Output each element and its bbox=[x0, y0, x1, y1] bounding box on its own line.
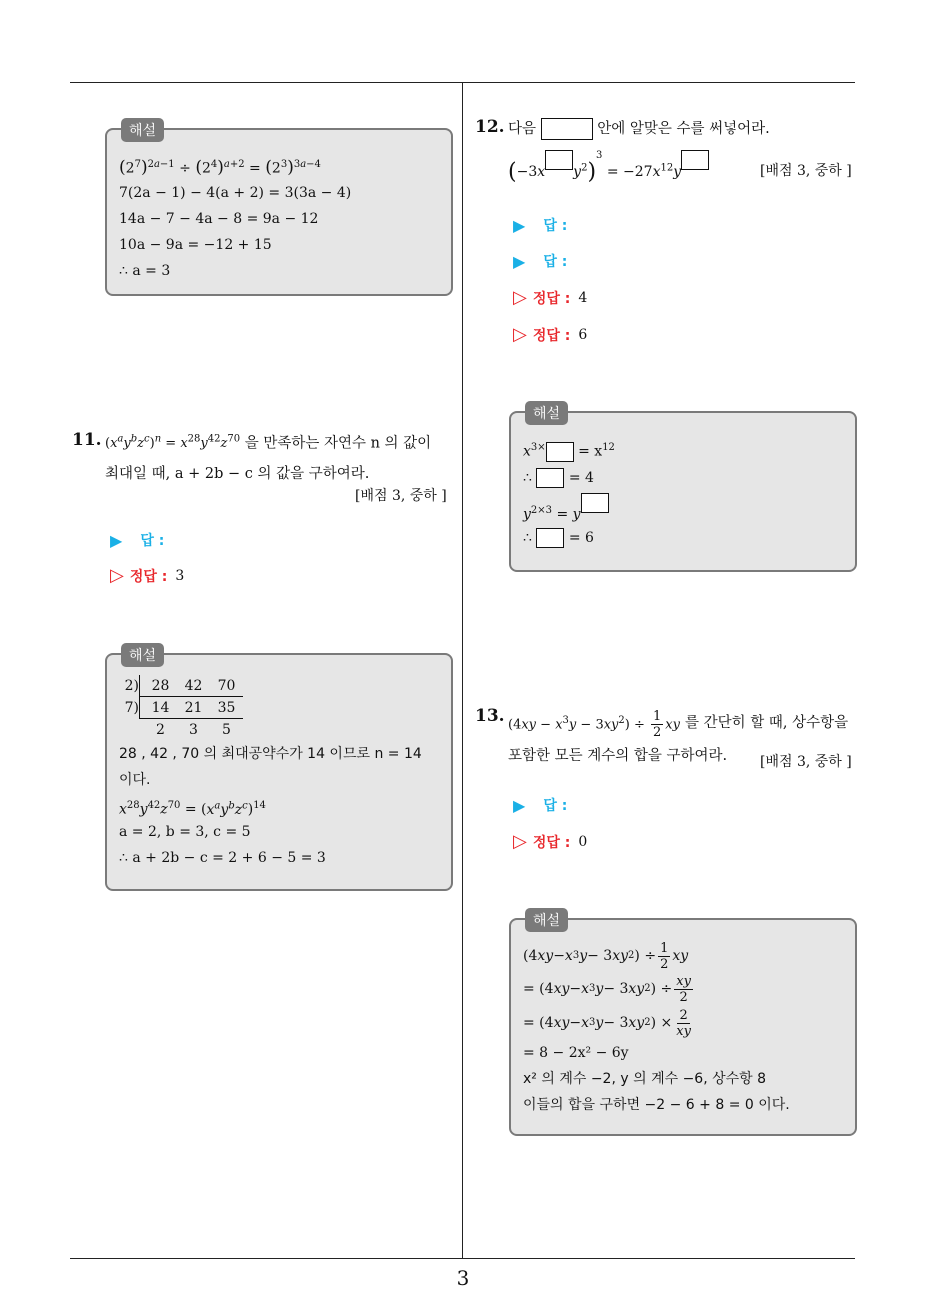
answer-row bbox=[513, 795, 567, 815]
correct-label: 정답 : bbox=[532, 327, 571, 344]
solution-tag: 해설 bbox=[121, 118, 164, 142]
division-divisor: 7) bbox=[124, 700, 139, 716]
problem-text-before: 다음 bbox=[508, 121, 537, 137]
problem-meta: [배점 3, 중하 ] bbox=[760, 754, 852, 770]
play-arrow-icon: ▶ bbox=[513, 215, 526, 235]
answer-label: 답 : bbox=[543, 798, 568, 814]
solution-line-exponent: $(2^7)^{2a-1} \div (2^4)^{a+2} = (2^3)^{3a-4}$ bbox=[119, 157, 321, 178]
correct-answer-row bbox=[110, 565, 184, 586]
problem-number: 11. bbox=[72, 430, 102, 450]
division-cell: 5 bbox=[222, 722, 231, 738]
correct-answer-row bbox=[513, 831, 587, 852]
solution-exponent: 12 bbox=[602, 442, 615, 453]
solution-box-13 bbox=[509, 913, 857, 1136]
correct-value: 6 bbox=[578, 326, 588, 343]
outline-arrow-icon: ▷ bbox=[513, 831, 527, 852]
division-divisor: 2) bbox=[124, 678, 139, 694]
answer-blank bbox=[536, 468, 564, 488]
problem-equation: $(4xy - x^3y - 3xy^2)$ ÷ $\frac{1}{2}$ xy bbox=[508, 709, 680, 741]
problem-equation: (−3x $y^2)^3 = -27x^{12}y$ bbox=[508, 150, 709, 185]
answer-blank bbox=[545, 150, 573, 170]
division-row bbox=[119, 697, 439, 719]
solution-tag: 해설 bbox=[525, 401, 568, 425]
answer-blank bbox=[536, 528, 564, 548]
solution-line-fraction: = (4 xy − x 3 y − 3 xy 2 ) ÷ $\frac{xy}{2}$ bbox=[523, 973, 691, 1005]
correct-value: 3 bbox=[175, 567, 185, 584]
solution-line: x² 의 계수 −2, y 의 계수 −6, 상수항 8 bbox=[523, 1071, 767, 1087]
division-cell: 70 bbox=[217, 678, 236, 694]
answer-row bbox=[513, 251, 567, 271]
solution-line: 10a − 9a = −12 + 15 bbox=[119, 237, 272, 253]
correct-answer-row bbox=[513, 287, 587, 308]
answer-row bbox=[110, 530, 164, 550]
play-arrow-icon: ▶ bbox=[110, 530, 123, 550]
solution-line: $y^{2\times 3} = y$ bbox=[523, 493, 843, 523]
solution-line: a = 2, b = 3, c = 5 bbox=[119, 824, 251, 840]
problem-equation: $(x^ay^bz^c)^n = x^{28}y^{42}z^{70}$ bbox=[105, 434, 241, 452]
outline-arrow-icon: ▷ bbox=[513, 324, 527, 345]
solution-line: 7(2a − 1) − 4(a + 2) = 3(3a − 4) bbox=[119, 185, 352, 201]
division-cell: 42 bbox=[184, 678, 203, 694]
prime-division-table bbox=[119, 675, 439, 741]
solution-text: = 6 bbox=[568, 530, 594, 546]
division-cell: 35 bbox=[217, 700, 236, 716]
correct-label: 정답 : bbox=[532, 290, 571, 307]
problem-text-line2: 최대일 때, a + 2b − c 의 값을 구하여라. bbox=[105, 466, 370, 483]
solution-line: 이다. bbox=[119, 772, 151, 788]
page-number: 3 bbox=[456, 1266, 470, 1290]
outline-arrow-icon: ▷ bbox=[513, 287, 527, 308]
answer-label: 답 : bbox=[543, 254, 568, 270]
correct-answer-row bbox=[513, 324, 587, 345]
column-divider bbox=[462, 82, 463, 1258]
answer-blank bbox=[546, 442, 574, 462]
division-row bbox=[119, 675, 439, 697]
division-cell: 2 bbox=[156, 722, 165, 738]
problem-meta: [배점 3, 중하 ] bbox=[355, 488, 447, 504]
answer-label: 답 : bbox=[543, 218, 568, 234]
problem-text bbox=[508, 114, 770, 144]
solution-line: 28 , 42 , 70 의 최대공약수가 14 이므로 n = 14 bbox=[119, 746, 422, 762]
correct-label: 정답 : bbox=[129, 568, 168, 585]
solution-box-11 bbox=[105, 648, 453, 891]
solution-box-12 bbox=[509, 406, 857, 572]
solution-line: $x^{3\times} = x^{12}$ bbox=[523, 442, 615, 460]
solution-line: ∴ = 6 bbox=[523, 530, 594, 546]
problem-text-line2: 포함한 모든 계수의 합을 구하여라. bbox=[508, 748, 728, 764]
correct-value: 4 bbox=[578, 289, 588, 306]
division-cell: 3 bbox=[189, 722, 198, 738]
problem-number: 12. bbox=[475, 117, 505, 137]
answer-blank bbox=[541, 118, 593, 140]
solution-line: 14a − 7 − 4a − 8 = 9a − 12 bbox=[119, 211, 319, 227]
solution-line: 이들의 합을 구하면 −2 − 6 + 8 = 0 이다. bbox=[523, 1097, 790, 1113]
division-row bbox=[119, 719, 439, 741]
problem-number: 13. bbox=[475, 706, 505, 726]
problem-text-after: 안에 알맞은 수를 써넣어라. bbox=[597, 121, 770, 137]
solution-tag: 해설 bbox=[525, 908, 568, 932]
division-cell: 14 bbox=[151, 700, 170, 716]
division-cell: 28 bbox=[151, 678, 170, 694]
solution-box-10 bbox=[105, 123, 453, 296]
problem-text-line1: 를 간단히 할 때, 상수항을 bbox=[684, 715, 849, 731]
answer-row bbox=[513, 215, 567, 235]
solution-line: ∴ a + 2b − c = 2 + 6 − 5 = 3 bbox=[119, 850, 326, 866]
problem-text-line1: 을 만족하는 자연수 n 의 값이 bbox=[244, 435, 432, 452]
solution-line: ∴ a = 3 bbox=[119, 263, 171, 279]
answer-label: 답 : bbox=[140, 533, 165, 549]
division-cell: 21 bbox=[184, 700, 203, 716]
answer-blank bbox=[581, 493, 609, 513]
solution-tag: 해설 bbox=[121, 643, 164, 667]
solution-line-fraction: (4 xy − x 3 y − 3 xy 2 ) ÷ $\frac{1}{2}$ xy bbox=[523, 940, 689, 972]
play-arrow-icon: ▶ bbox=[513, 251, 526, 271]
correct-value: 0 bbox=[578, 833, 588, 850]
play-arrow-icon: ▶ bbox=[513, 795, 526, 815]
answer-blank bbox=[681, 150, 709, 170]
division-divisor bbox=[119, 719, 139, 741]
outline-arrow-icon: ▷ bbox=[110, 565, 124, 586]
correct-label: 정답 : bbox=[532, 834, 571, 851]
footer-rule bbox=[70, 1258, 855, 1259]
solution-text: = x bbox=[578, 443, 603, 460]
solution-line: ∴ = 4 bbox=[523, 470, 594, 486]
problem-text bbox=[105, 425, 457, 489]
solution-line-exponent: $x^{28}y^{42}z^{70} = (x^ay^bz^c)^{14}$ bbox=[119, 800, 266, 818]
solution-text: = 4 bbox=[568, 470, 594, 486]
problem-meta: [배점 3, 중하 ] bbox=[760, 163, 852, 179]
solution-line-fraction: = (4 xy − x 3 y − 3 xy 2 ) × $\frac{2}{xy}$ bbox=[523, 1007, 691, 1039]
solution-line: = 8 − 2x² − 6y bbox=[523, 1045, 629, 1061]
